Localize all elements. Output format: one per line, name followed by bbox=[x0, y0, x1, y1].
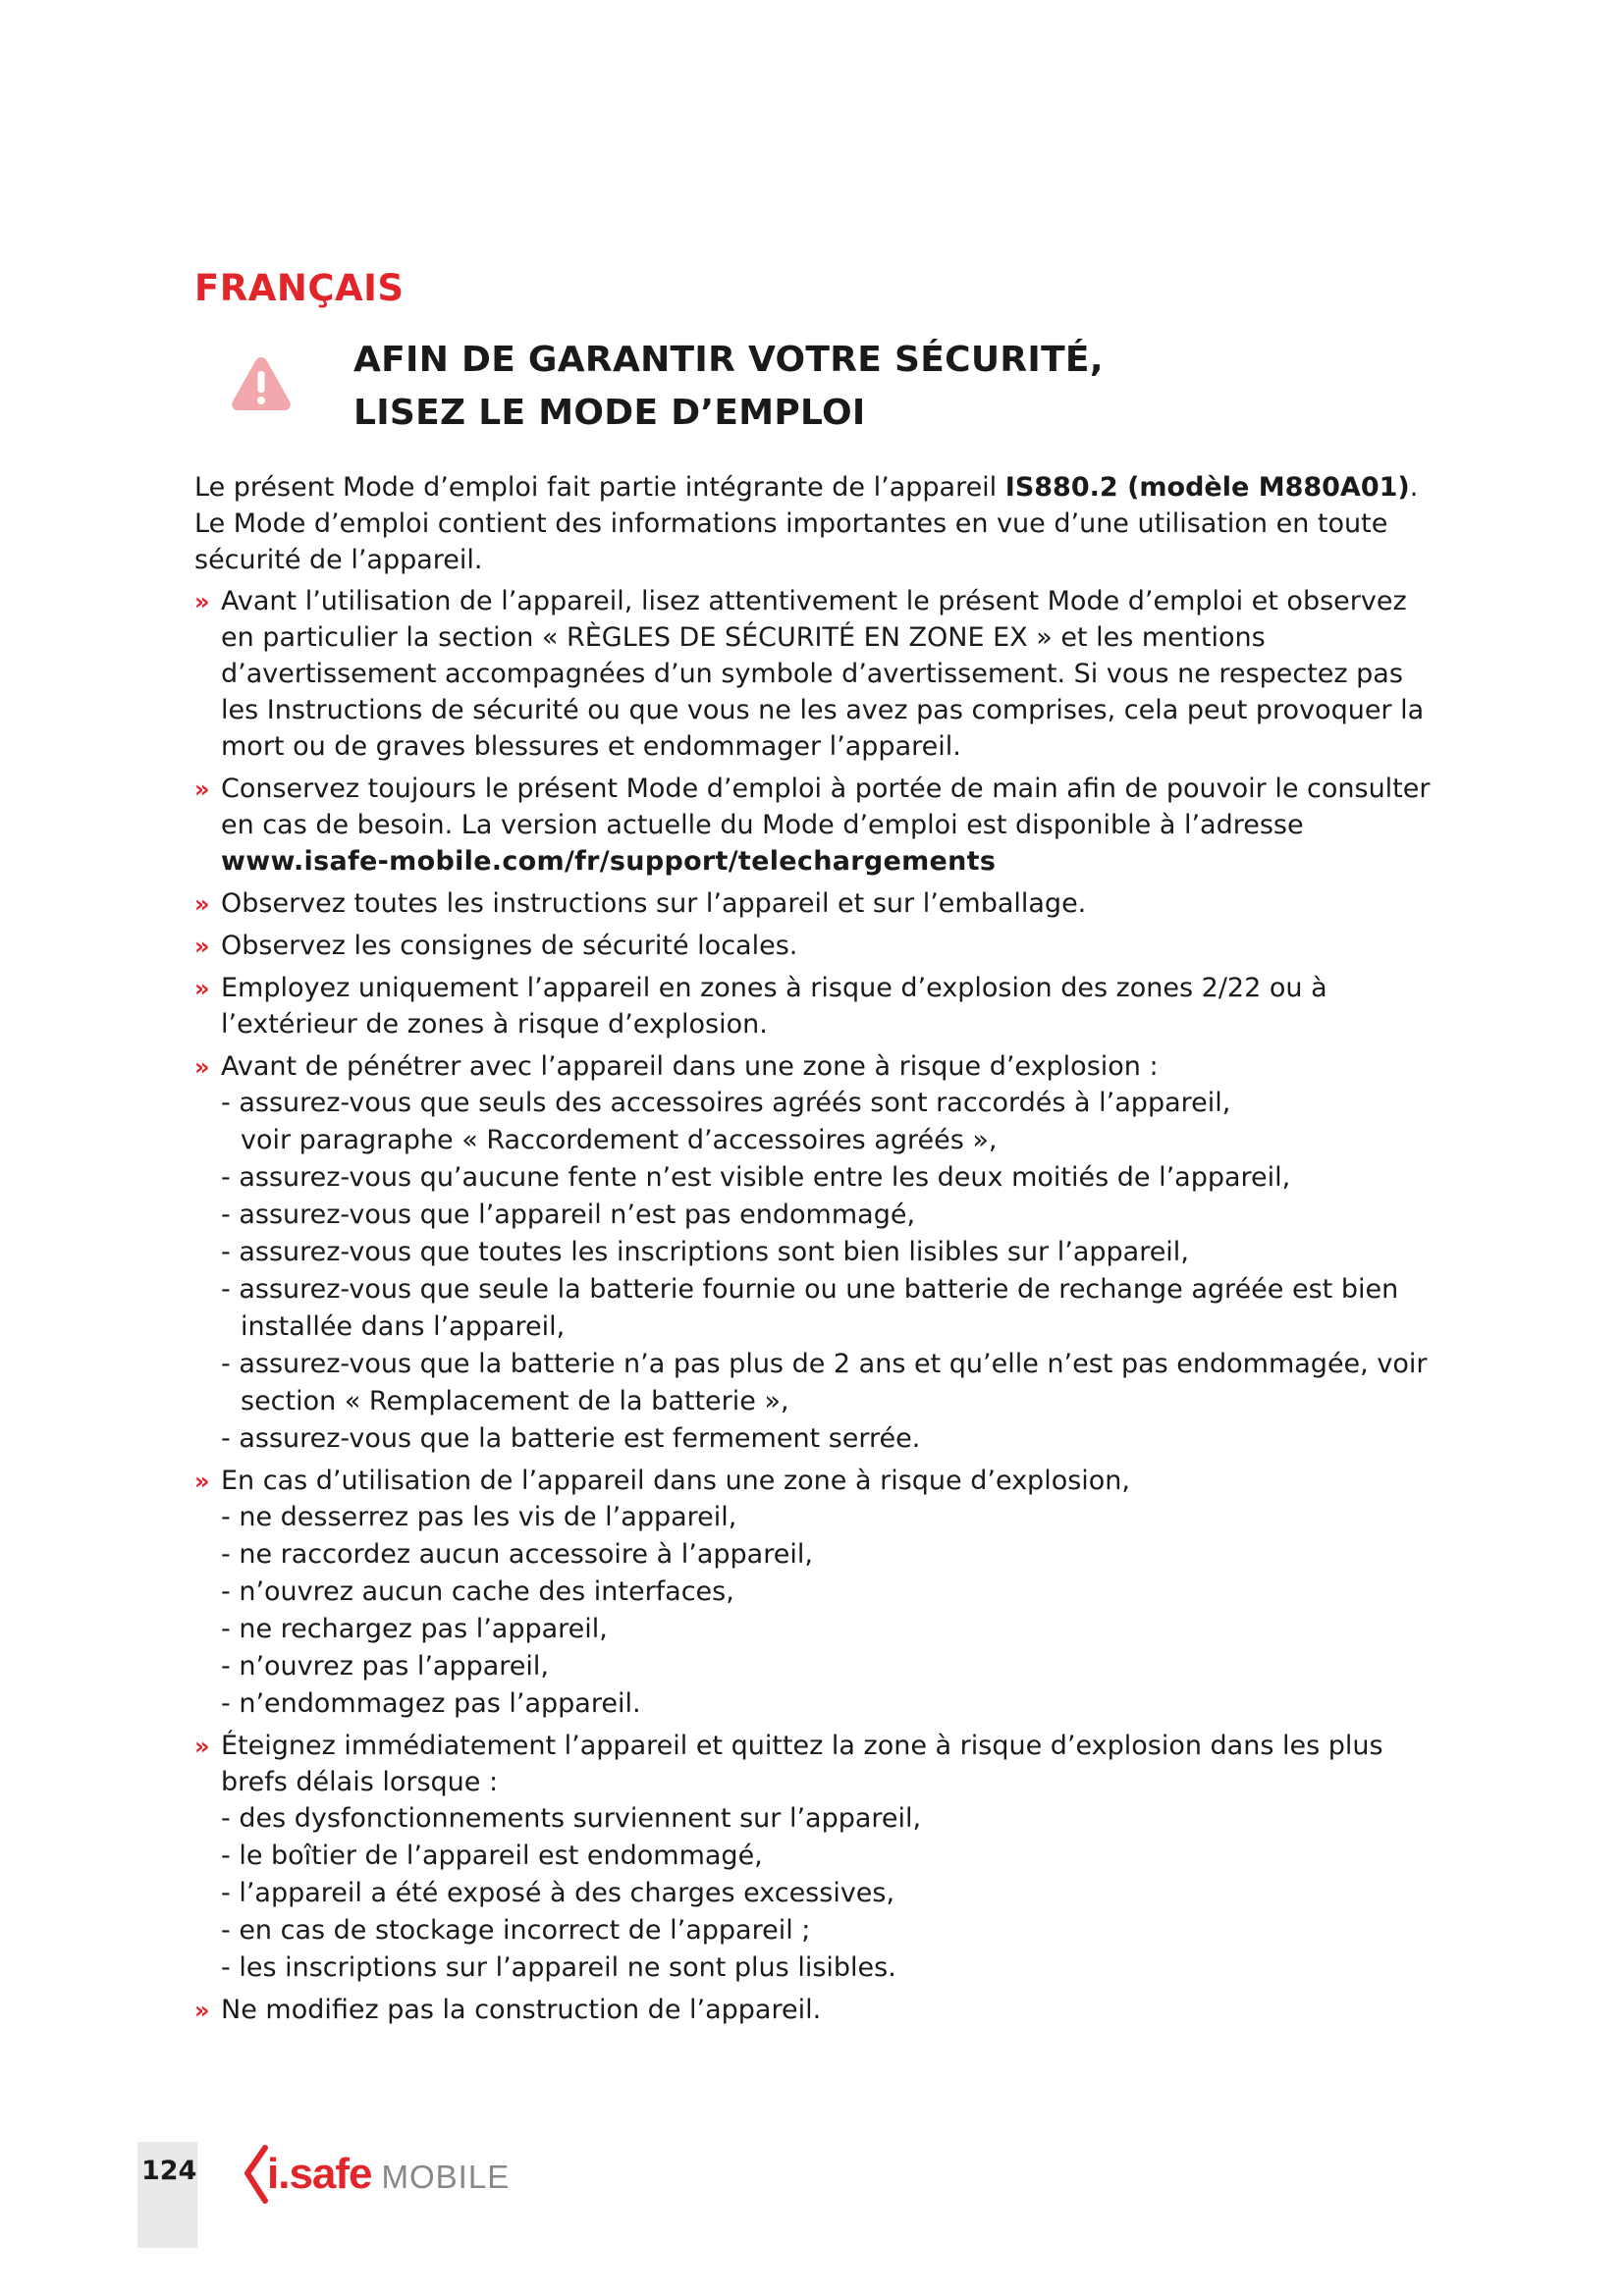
safety-instructions-list bbox=[194, 583, 1434, 2028]
double-chevron-icon: » bbox=[194, 1053, 206, 1081]
sub-item: - assurez-vous que toutes les inscriptions sont bien lisibles sur l’appareil, bbox=[221, 1237, 1189, 1267]
list-item bbox=[194, 1992, 1434, 2028]
intro-line-1-suffix: . bbox=[1409, 472, 1419, 503]
logo-brand: i.safe bbox=[267, 2150, 372, 2198]
double-chevron-icon: » bbox=[194, 588, 206, 615]
sub-item: - l’appareil a été exposé à des charges excessives, bbox=[221, 1878, 895, 1908]
sub-item: - les inscriptions sur l’appareil ne sont plus lisibles. bbox=[221, 1952, 896, 1983]
list-item-text: Employez uniquement l’appareil en zones à risque d’explosion des zones 2/22 ou à l’extérieur de zones à risque d’explosion. bbox=[221, 973, 1327, 1040]
model-number: IS880.2 (modèle M880A01) bbox=[1004, 472, 1410, 503]
sub-item: - assurez-vous que seuls des accessoires agréés sont raccordés à l’appareil, bbox=[221, 1088, 1231, 1118]
sub-item: - assurez-vous que la batterie n’a pas plus de 2 ans et qu’elle n’est pas endommagée, voir bbox=[221, 1349, 1428, 1379]
list-item bbox=[194, 1728, 1434, 1986]
list-item-text: Ne modifiez pas la construction de l’appareil. bbox=[221, 1995, 822, 2025]
safety-title-line-1: AFIN DE GARANTIR VOTRE SÉCURITÉ, bbox=[353, 340, 1104, 380]
list-item bbox=[194, 1048, 1434, 1457]
list-item bbox=[194, 928, 1434, 964]
sub-item: - en cas de stockage incorrect de l’appareil ; bbox=[221, 1915, 811, 1946]
sub-item: - des dysfonctionnements surviennent sur l’appareil, bbox=[221, 1803, 922, 1834]
intro-paragraph bbox=[194, 469, 1434, 578]
intro-line-2: Le Mode d’emploi contient des informations importantes en vue d’une utilisation en toute sécurité de l’appareil. bbox=[194, 508, 1388, 575]
page-number: 124 bbox=[141, 2156, 197, 2186]
sub-item-continuation: installée dans l’appareil, bbox=[241, 1311, 566, 1342]
language-heading: FRANÇAIS bbox=[194, 267, 405, 309]
sub-item: - assurez-vous que la batterie est fermement serrée. bbox=[221, 1423, 921, 1454]
list-item-text: Éteignez immédiatement l’appareil et quittez la zone à risque d’explosion dans les plus brefs délais lorsque : bbox=[221, 1731, 1383, 1797]
list-item-text: Avant l’utilisation de l’appareil, lisez attentivement le présent Mode d’emploi et observez en particulier la section « RÈGLES DE SÉCURITÉ EN ZONE EX » et les mentions d’avertissement accompagnées d’un symbole d’avertissement. Si vous ne respectez pas les Instructions de sécurité ou que vous ne les avez pas comprises, cela peut provoquer la mort ou de graves blessures et endommager l’appareil. bbox=[221, 586, 1425, 762]
list-item-text: Observez toutes les instructions sur l’appareil et sur l’emballage. bbox=[221, 888, 1087, 919]
sub-item: - n’endommagez pas l’appareil. bbox=[221, 1688, 641, 1719]
list-item-text: Observez les consignes de sécurité locales. bbox=[221, 931, 798, 961]
list-item bbox=[194, 1463, 1434, 1722]
double-chevron-icon: » bbox=[194, 1997, 206, 2024]
list-item bbox=[194, 885, 1434, 922]
double-chevron-icon: » bbox=[194, 775, 206, 803]
sub-item: - assurez-vous que seule la batterie fournie ou une batterie de rechange agréée est bien bbox=[221, 1274, 1399, 1305]
double-chevron-icon: » bbox=[194, 975, 206, 1002]
document-body bbox=[194, 469, 1434, 2034]
sub-item: - ne rechargez pas l’appareil, bbox=[221, 1614, 608, 1644]
logo-suffix: MOBILE bbox=[381, 2159, 511, 2195]
download-url-link[interactable]: www.isafe-mobile.com/fr/support/telechargements bbox=[221, 846, 997, 877]
sub-item: - n’ouvrez pas l’appareil, bbox=[221, 1651, 549, 1682]
list-item bbox=[194, 583, 1434, 765]
sub-item: - le boîtier de l’appareil est endommagé, bbox=[221, 1841, 763, 1871]
sub-item: - ne desserrez pas les vis de l’appareil, bbox=[221, 1502, 737, 1532]
list-item-text: Avant de pénétrer avec l’appareil dans une zone à risque d’explosion : bbox=[221, 1051, 1159, 1082]
double-chevron-icon: » bbox=[194, 1468, 206, 1495]
sub-item: - assurez-vous qu’aucune fente n’est visible entre les deux moitiés de l’appareil, bbox=[221, 1162, 1291, 1193]
double-chevron-icon: » bbox=[194, 890, 206, 918]
list-item bbox=[194, 970, 1434, 1042]
list-item bbox=[194, 771, 1434, 880]
double-chevron-icon: » bbox=[194, 1733, 206, 1760]
sub-item: - ne raccordez aucun accessoire à l’appareil, bbox=[221, 1539, 813, 1570]
warning-triangle-icon bbox=[228, 353, 295, 414]
sub-item-continuation: section « Remplacement de la batterie », bbox=[241, 1386, 789, 1416]
sub-item: - assurez-vous que l’appareil n’est pas endommagé, bbox=[221, 1200, 916, 1230]
list-item-text: En cas d’utilisation de l’appareil dans une zone à risque d’explosion, bbox=[221, 1466, 1131, 1496]
safety-title bbox=[353, 334, 1104, 440]
double-chevron-icon: » bbox=[194, 933, 206, 960]
intro-line-1-prefix: Le présent Mode d’emploi fait partie intégrante de l’appareil bbox=[194, 472, 1005, 503]
list-item-text: Conservez toujours le présent Mode d’emploi à portée de main afin de pouvoir le consulter en cas de besoin. La version actuelle du Mode d’emploi est disponible à l’adresse bbox=[221, 774, 1431, 840]
safety-title-line-2: LISEZ LE MODE D’EMPLOI bbox=[353, 393, 866, 433]
isafe-mobile-logo bbox=[240, 2140, 510, 2209]
sub-item-continuation: voir paragraphe « Raccordement d’accessoires agréés », bbox=[241, 1125, 998, 1155]
sub-item: - n’ouvrez aucun cache des interfaces, bbox=[221, 1576, 734, 1607]
